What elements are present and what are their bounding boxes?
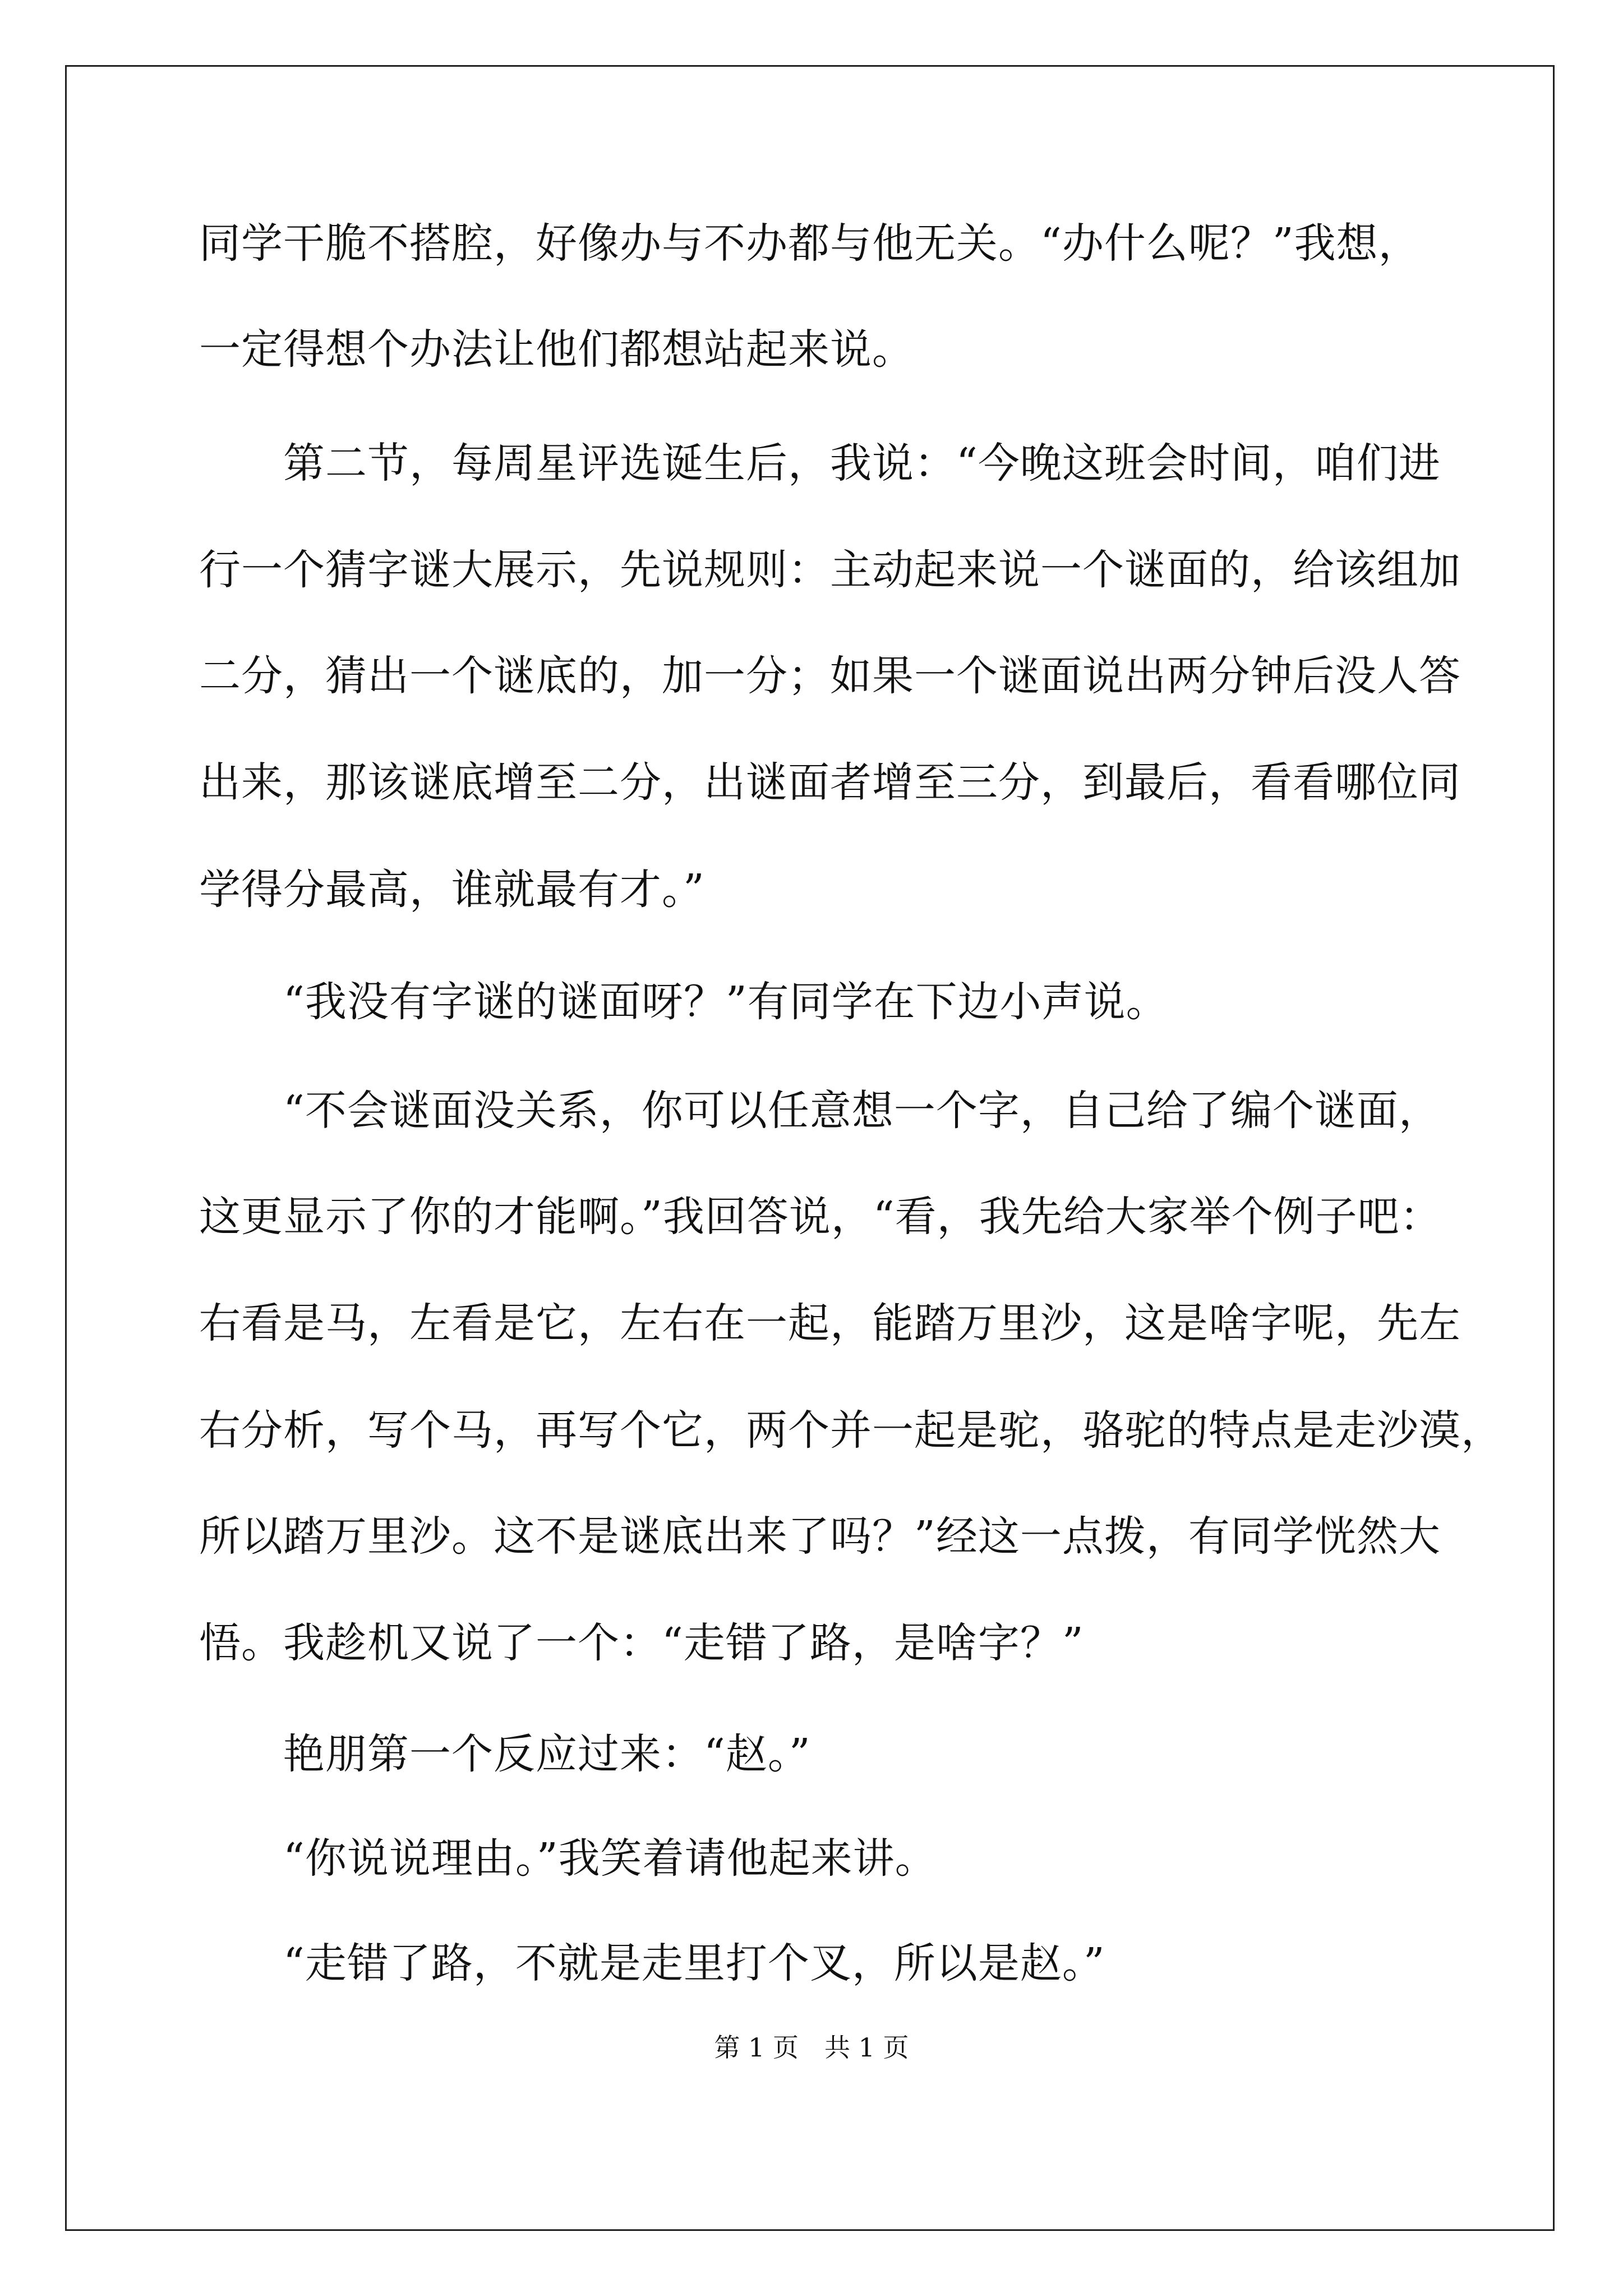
text-line: 同学干脆不搭腔，好像办与不办都与他无关。“办什么呢？”我想， [199, 219, 1421, 268]
text-line: 所以踏万里沙。这不是谜底出来了吗？”经这一点拨，有同学恍然大 [199, 1512, 1441, 1561]
text-line: 右分析，写个马，再写个它，两个并一起是驼，骆驼的特点是走沙漠， [199, 1406, 1503, 1455]
text-line: 行一个猜字谜大展示，先说规则：主动起来说一个谜面的，给该组加 [199, 546, 1461, 594]
paragraph-line: “我没有字谜的谜面呀？”有同学在下边小声说。 [199, 978, 1168, 1026]
text-line: 二分，猜出一个谜底的，加一分；如果一个谜面说出两分钟后没人答 [199, 652, 1461, 700]
text-line: 右看是马，左看是它，左右在一起，能踏万里沙，这是啥字呢，先左 [199, 1299, 1461, 1347]
paragraph-line: 艳朋第一个反应过来：“赵。” [199, 1730, 811, 1778]
text-line: 这更显示了你的才能啊。”我回答说，“看，我先给大家举个例子吧： [199, 1193, 1442, 1241]
text-line: 悟。我趁机又说了一个：“走错了路，是啥字？” [199, 1619, 1084, 1667]
text-line: 一定得想个办法让他们都想站起来说。 [199, 325, 914, 374]
paragraph-line: “你说说理由。”我笑着请他起来讲。 [199, 1834, 937, 1883]
paragraph-line: “不会谜面没关系，你可以任意想一个字，自己给了编个谜面， [199, 1087, 1441, 1135]
paragraph-line: “走错了路，不就是走里打个叉，所以是赵。” [199, 1939, 1105, 1987]
page-number-footer: 第 1 页 共 1 页 [714, 2032, 909, 2063]
text-line: 出来，那该谜底增至二分，出谜面者增至三分，到最后，看看哪位同 [199, 758, 1461, 807]
paragraph-line: 第二节，每周星评选诞生后，我说：“今晚这班会时间，咱们进 [199, 439, 1441, 487]
text-line: 学得分最高，谁就最有才。” [199, 866, 705, 914]
page-border [65, 65, 1555, 2231]
